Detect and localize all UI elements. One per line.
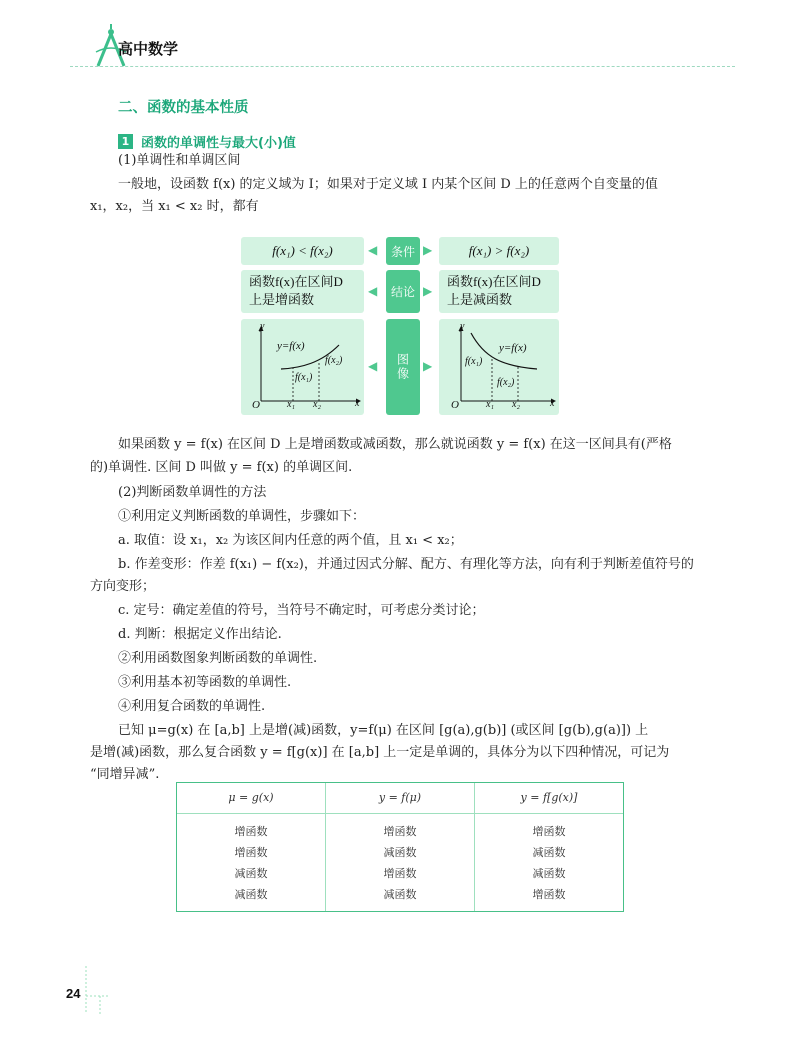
- condition-decreasing: f(x₁) > f(x₂): [439, 237, 559, 265]
- origin-label: O: [451, 399, 459, 411]
- curve-label: y=f(x): [277, 340, 305, 352]
- page-number: 24: [66, 986, 81, 1001]
- conclusion-decreasing-line2: 上是减函数: [447, 292, 513, 307]
- paragraph-method-3: ③利用基本初等函数的单调性.: [118, 675, 292, 690]
- conclusion-increasing: [241, 270, 364, 313]
- paragraph-method-heading: (2)判断函数单调性的方法: [118, 485, 267, 500]
- paragraph-step-d: d. 判断：根据定义作出结论.: [118, 627, 282, 642]
- x2-label: x₂: [313, 399, 321, 410]
- table-header-cell: μ = g(x): [228, 791, 274, 804]
- paragraph-definition-line1: 一般地，设函数 f(x) 的定义域为 I；如果对于定义域 I 内某个区间 D 上的任意两个自变量的值: [118, 177, 658, 192]
- subsection-title: [118, 132, 296, 151]
- table-column: [177, 813, 325, 911]
- paragraph-step-b-line2: 方向变形；: [90, 579, 156, 594]
- condition-increasing: f(x₁) < f(x₂): [241, 237, 364, 265]
- paragraph-monotonic-line2: 的)单调性. 区间 D 叫做 y = f(x) 的单调区间.: [90, 460, 353, 475]
- x2-label: x₂: [512, 399, 520, 410]
- table-cell: 增函数: [383, 825, 417, 838]
- y-axis-label: y: [260, 321, 265, 332]
- table-body: [177, 813, 623, 911]
- arrow-right-icon: ▶: [423, 359, 433, 373]
- monotonicity-figure: [241, 237, 559, 417]
- arrow-left-icon: ◀: [368, 243, 378, 257]
- graph-label-text: 图像: [395, 353, 410, 381]
- origin-label: O: [252, 399, 260, 411]
- arrow-right-icon: ▶: [423, 243, 433, 257]
- x-axis-label: x: [355, 398, 360, 409]
- paragraph-composite-line3: “同增异减”.: [90, 767, 160, 782]
- arrow-left-icon: ◀: [368, 284, 378, 298]
- table-column: [474, 813, 623, 911]
- conclusion-increasing-line1: 函数f(x)在区间D: [249, 274, 343, 289]
- table-cell: 增函数: [532, 888, 566, 901]
- table-cell: 减函数: [383, 846, 417, 859]
- x-axis-label: x: [550, 398, 555, 409]
- arrow-right-icon: ▶: [423, 284, 433, 298]
- arrow-left-icon: ◀: [368, 359, 378, 373]
- composite-monotonicity-table: [176, 782, 624, 912]
- table-header-cell: y = f(μ): [325, 783, 474, 813]
- x1-label: x₁: [486, 399, 494, 410]
- decorative-axes-icon: [80, 962, 110, 1017]
- conclusion-decreasing: [439, 270, 559, 313]
- fx1-label: f(x₁): [295, 372, 313, 383]
- paragraph-composite-line2: 是增(减)函数，那么复合函数 y = f[g(x)] 在 [a,b] 上一定是单调的，具体分为以下四种情况，可记为: [90, 745, 670, 760]
- paragraph-step-c: c. 定号：确定差值的符号，当符号不确定时，可考虑分类讨论；: [118, 603, 485, 618]
- table-header-cell: y = f[g(x)]: [474, 783, 623, 813]
- curve-label: y=f(x): [499, 342, 527, 354]
- graph-decreasing: [439, 319, 559, 415]
- x1-label: x₁: [287, 399, 295, 410]
- section-title: 二、函数的基本性质: [118, 100, 249, 116]
- table-cell: 增函数: [532, 825, 566, 838]
- fx2-label: f(x₂): [497, 377, 515, 388]
- table-cell: 增函数: [234, 846, 268, 859]
- header-divider: [70, 66, 735, 68]
- fx1-label: f(x₁): [465, 356, 483, 367]
- table-cell: 减函数: [532, 867, 566, 880]
- paragraph-method-4: ④利用复合函数的单调性.: [118, 699, 266, 714]
- table-header-row: [177, 783, 623, 814]
- conclusion-label: 结论: [386, 270, 420, 313]
- graph-label: [386, 319, 420, 415]
- conclusion-increasing-line2: 上是增函数: [249, 292, 315, 307]
- table-cell: 增函数: [234, 825, 268, 838]
- condition-label: 条件: [386, 237, 420, 265]
- paragraph-method-2: ②利用函数图象判断函数的单调性.: [118, 651, 318, 666]
- paragraph-step-a: a. 取值：设 x₁，x₂ 为该区间内任意的两个值，且 x₁ < x₂；: [118, 533, 463, 548]
- paragraph-monotonic-line1: 如果函数 y = f(x) 在区间 D 上是增函数或减函数，那么就说函数 y = f(x) 在这一区间具有(严格: [118, 437, 672, 452]
- graph-increasing: [241, 319, 364, 415]
- table-cell: 减函数: [234, 888, 268, 901]
- paragraph-step-b-line1: b. 作差变形：作差 f(x₁) − f(x₂)，并通过因式分解、配方、有理化等方法，向有利于判断差值符号的: [118, 557, 694, 572]
- subsection-title-text: 函数的单调性与最大(小)值: [141, 136, 296, 151]
- table-cell: 减函数: [234, 867, 268, 880]
- paragraph-method-1: ①利用定义判断函数的单调性，步骤如下：: [118, 509, 366, 524]
- conclusion-decreasing-line1: 函数f(x)在区间D: [447, 274, 541, 289]
- y-axis-label: y: [460, 321, 465, 332]
- fx2-label: f(x₂): [325, 355, 343, 366]
- table-cell: 增函数: [383, 867, 417, 880]
- table-column: [325, 813, 474, 911]
- table-cell: 减函数: [532, 846, 566, 859]
- table-cell: 减函数: [383, 888, 417, 901]
- book-title: 高中数学: [118, 40, 179, 58]
- paragraph-composite-line1: 已知 μ=g(x) 在 [a,b] 上是增(减)函数，y=f(μ) 在区间 [g(a),g(b)] (或区间 [g(b),g(a)]) 上: [118, 723, 649, 738]
- paragraph-heading-1: (1)单调性和单调区间: [118, 153, 241, 168]
- paragraph-definition-line2: x₁，x₂，当 x₁ < x₂ 时，都有: [90, 199, 259, 214]
- subsection-number: 1: [118, 134, 133, 149]
